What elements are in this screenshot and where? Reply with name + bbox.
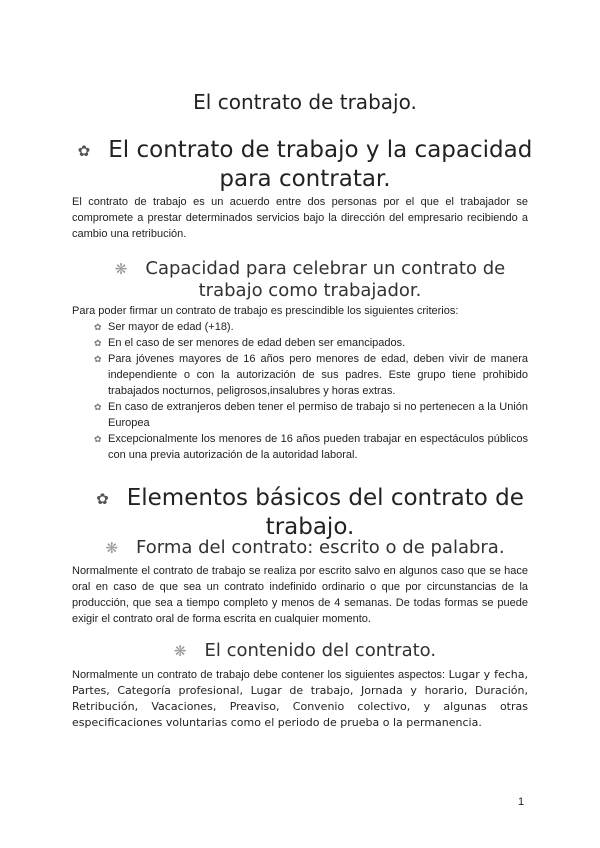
bullet-icon: ✿ — [94, 338, 102, 348]
section-heading — [60, 136, 550, 193]
flower-bullet-icon: ✿ — [96, 489, 109, 508]
page-number: 1 — [518, 796, 525, 808]
flower-bullet-icon: ❋ — [105, 539, 119, 557]
paragraph-text: Normalmente un contrato de trabajo debe contener los siguientes aspectos: — [72, 669, 449, 681]
list-item-text: Ser mayor de edad (+18). — [108, 321, 234, 333]
heading-text: El contenido del contrato. — [204, 640, 437, 661]
list-item-text: En el caso de ser menores de edad deben ser emancipados. — [108, 337, 406, 349]
paragraph — [72, 667, 528, 731]
bullet-icon: ✿ — [94, 434, 102, 444]
list-item-text: En caso de extranjeros deben tener el permiso de trabajo si no pertenecen a la Unión Europea — [108, 401, 528, 429]
subsection-heading — [60, 640, 550, 662]
heading-text: Capacidad para celebrar un contrato de trabajo como trabajador. — [145, 258, 506, 301]
paragraph: Para poder firmar un contrato de trabajo es prescindible los siguientes criterios: — [72, 305, 459, 317]
list-item-text: Para jóvenes mayores de 16 años pero menores de edad, deben vivir de manera independiente o con la autorización de sus padres. Este grupo tiene prohibido trabajados nocturnos, peligrosos,insalubres y horas extras. — [108, 353, 528, 397]
subsection-heading — [100, 258, 520, 302]
list-item — [96, 335, 528, 351]
list-item — [96, 399, 528, 431]
list-item — [96, 319, 528, 335]
bullet-icon: ✿ — [94, 322, 102, 332]
heading-text: El contrato de trabajo y la capacidad para contratar. — [108, 137, 533, 192]
subsection-heading — [60, 537, 550, 559]
document-title: El contrato de trabajo. — [193, 90, 417, 114]
bullet-icon: ✿ — [94, 402, 102, 412]
section-heading — [90, 484, 530, 541]
paragraph: Normalmente el contrato de trabajo se realiza por escrito salvo en algunos caso que se hace oral en caso de que sea un contrato indefinido ordinario o que por circunstancias de la producción, que sea a tiempo completo y menos de 4 semanas. De todas formas se puede exigir el contrato oral de forma escrita en cualquier momento. — [72, 565, 528, 625]
paragraph-text: Lugar y fecha, Partes, Categoría profesional, Lugar de trabajo, Jornada y horario, Duración, Retribución, Vacaciones, Preaviso, Convenio colectivo, y algunas otras especificaciones voluntarias como el periodo de prueba o la permanencia. — [72, 668, 529, 729]
heading-text: Elementos básicos del contrato de trabajo. — [126, 485, 524, 540]
flower-bullet-icon: ❋ — [173, 642, 187, 660]
list-item-text: Excepcionalmente los menores de 16 años pueden trabajar en espectáculos públicos con una previa autorización de la autoridad laboral. — [108, 433, 528, 461]
criteria-block — [72, 303, 528, 463]
list-item — [96, 351, 528, 399]
list-item — [96, 431, 528, 463]
criteria-list — [72, 319, 528, 463]
heading-text: Forma del contrato: escrito o de palabra. — [136, 537, 505, 558]
flower-bullet-icon: ❋ — [114, 260, 128, 278]
bullet-icon: ✿ — [94, 354, 102, 364]
flower-bullet-icon: ✿ — [77, 141, 91, 160]
paragraph: El contrato de trabajo es un acuerdo entre dos personas por el que el trabajador se compromete a prestar determinados servicios bajo la dirección del empresario recibiendo a cambio una retribución. — [72, 196, 528, 240]
